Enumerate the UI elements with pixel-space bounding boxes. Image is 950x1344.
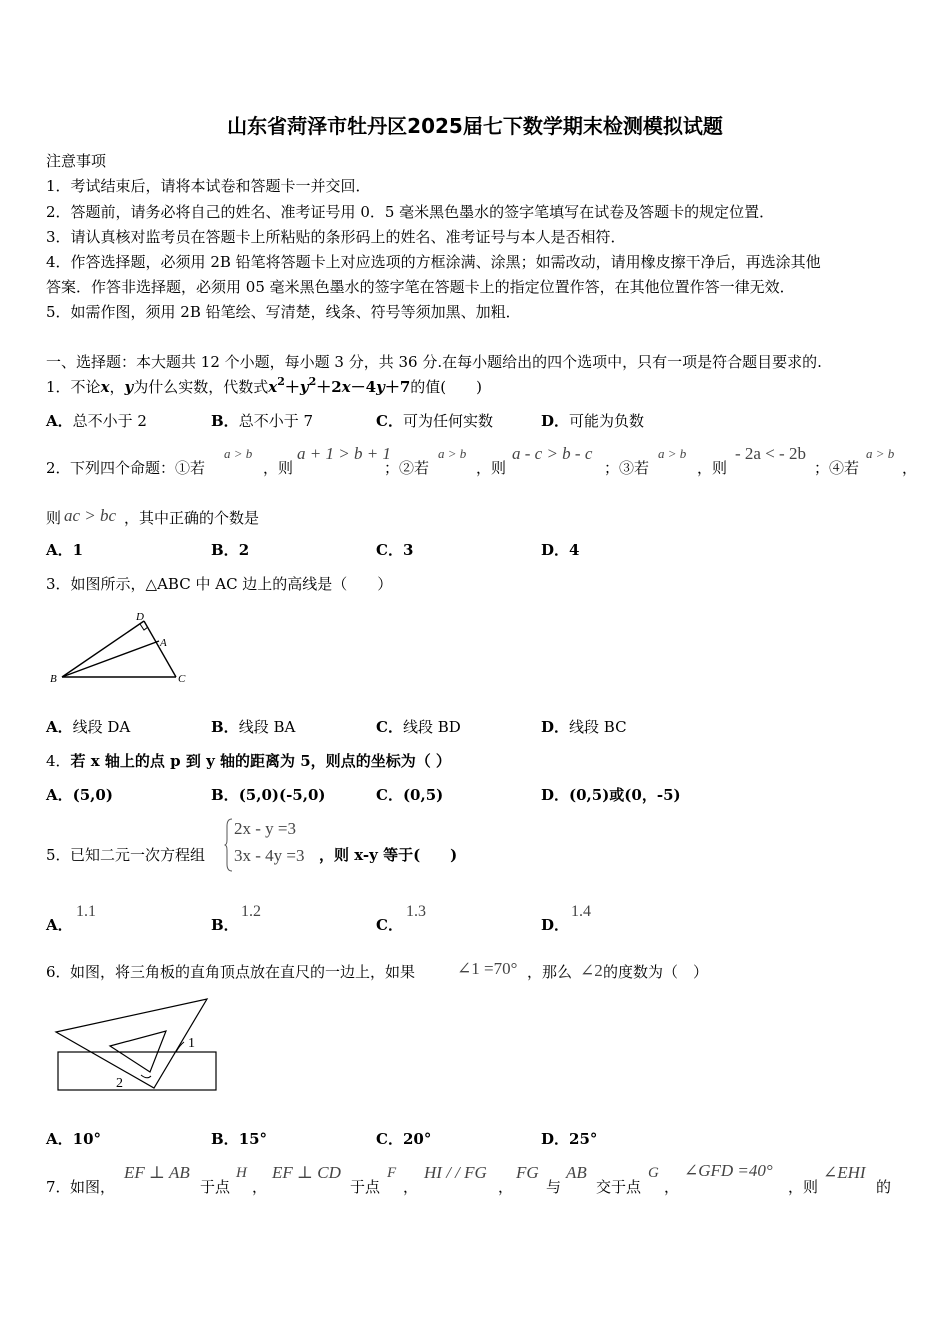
section-heading: 一、选择题：本大题共 12 个小题，每小题 3 分，共 36 分.在每小题给出的四个选项中，只有一项是符合题目要求的. — [46, 353, 822, 371]
option-b[interactable]: B．(5,0)(-5,0) — [211, 786, 326, 804]
question-6-num: 6． — [46, 963, 71, 981]
label-d: D — [136, 611, 144, 623]
option-b[interactable]: B．2 — [211, 541, 250, 559]
label-b: B — [50, 673, 57, 685]
option-d[interactable]: D．线段 BC — [541, 718, 627, 736]
math-expression: a > b — [866, 446, 895, 461]
question-text: ， — [498, 1178, 514, 1196]
ruler — [58, 1052, 216, 1090]
question-text: ，其中正确的个数是 — [124, 509, 260, 527]
notice-item: 答案．作答非选择题，必须用 05 毫米黑色墨水的签字笔在答题卡上的指定位置作答，在其他位置作答一律无效． — [46, 278, 795, 296]
option-c-value: 1.3 — [406, 903, 426, 920]
question-text: ， — [664, 1178, 680, 1196]
question-text: ；③若 — [604, 459, 650, 477]
option-c[interactable]: C．(0,5) — [376, 786, 444, 804]
triangle-figure — [44, 606, 204, 690]
math-expression: ∠1 =70° — [457, 959, 518, 978]
question-text: 的度数为（ ） — [603, 963, 709, 981]
math-expression: a - c > b - c — [512, 444, 593, 463]
question-5-text: 已知二元一次方程组 — [70, 846, 206, 864]
option-c[interactable]: C．线段 BD — [376, 718, 461, 736]
question-text: ， — [902, 459, 918, 477]
segment-ba — [62, 641, 159, 677]
math-expression: G — [648, 1165, 659, 1181]
question-text: 与 — [546, 1178, 562, 1196]
notice-item: 4．作答选择题，必须用 2B 铅笔将答题卡上对应选项的方框涂满、涂黑；如需改动，请用橡皮擦干净后，再选涂其他 — [46, 253, 821, 271]
ruler-triangle-figure — [50, 994, 220, 1094]
math-expression: ∠2 — [580, 961, 603, 980]
notice-item: 5．如需作图，须用 2B 铅笔绘、写清楚，线条、符号等须加黑、加粗． — [46, 303, 521, 321]
question-text: 交于点 — [596, 1178, 642, 1196]
math-expression: a > b — [224, 446, 253, 461]
option-a[interactable]: A． — [46, 916, 73, 934]
question-number: 1． — [46, 378, 71, 396]
equation-1: 2x - y =3 — [234, 819, 296, 838]
question-text: ，则 — [476, 459, 507, 477]
question-3: 3．如图所示，△ABC 中 AC 边上的高线是（ ） — [46, 575, 393, 593]
question-text: ，则 — [697, 459, 728, 477]
option-d-value: 1.4 — [571, 903, 591, 920]
question-text: 如图，将三角板的直角顶点放在直尺的一边上，如果 — [70, 963, 416, 981]
option-a[interactable]: A．1 — [46, 541, 84, 559]
question-4: 4．若 x 轴上的点 p 到 y 轴的距离为 5，则点的坐标为（ ） — [46, 752, 451, 770]
option-d[interactable]: D．25° — [541, 1130, 598, 1148]
segment-dc — [144, 621, 176, 677]
label-c: C — [178, 673, 186, 685]
angle-2-arc — [141, 1075, 151, 1078]
option-d[interactable]: D．可能为负数 — [541, 412, 645, 430]
notice-item: 1．考试结束后，请将本试卷和答题卡一并交回． — [46, 177, 371, 195]
math-expression: a > b — [658, 446, 687, 461]
question-text: ，则 — [263, 459, 294, 477]
notice-item: 2．答题前，请务必将自己的姓名、准考证号用 0．5 毫米黑色墨水的签字笔填写在试卷及答题卡的规定位置． — [46, 203, 775, 221]
option-c[interactable]: C．可为任何实数 — [376, 412, 493, 430]
option-a[interactable]: A．线段 DA — [46, 718, 131, 736]
option-d[interactable]: D． — [541, 916, 570, 934]
math-expression: F — [387, 1165, 397, 1181]
question-1: 1．不论x，y为什么实数，代数式$x^2+y^2+2x-4y+7$的值( ) — [46, 375, 482, 396]
math-expression: ∠GFD =40° — [684, 1161, 773, 1180]
question-text: 的 — [876, 1178, 892, 1196]
set-square-outer — [56, 999, 207, 1088]
question-7-num: 7． — [46, 1178, 71, 1196]
option-a-value: 1.1 — [76, 903, 96, 920]
math-expression: ∠EHI — [823, 1163, 866, 1182]
notice-item: 3．请认真核对监考员在答题卡上所粘贴的条形码上的姓名、准考证号与本人是否相符． — [46, 228, 626, 246]
option-c[interactable]: C． — [376, 916, 403, 934]
question-text: ，则 — [788, 1178, 819, 1196]
page-title: 山东省菏泽市牡丹区2025届七下数学期末检测模拟试题 — [227, 114, 723, 138]
notice-heading: 注意事项 — [46, 152, 107, 170]
label-a: A — [160, 637, 167, 649]
math-expression: HI / / FG — [424, 1163, 487, 1182]
math-expression: AB — [566, 1163, 587, 1182]
option-b[interactable]: B．总不小于 7 — [211, 412, 313, 430]
math-expression: ac > bc — [64, 506, 117, 525]
question-2-num: 2． — [46, 459, 71, 477]
question-text: ；②若 — [384, 459, 430, 477]
segment-bd — [62, 621, 144, 677]
question-5-num: 5． — [46, 846, 71, 864]
option-b[interactable]: B． — [211, 916, 239, 934]
question-2-text: 下列四个命题：①若 — [70, 459, 206, 477]
question-text: 于点 — [200, 1178, 231, 1196]
math-expression: H — [236, 1165, 247, 1181]
brace-icon — [224, 818, 234, 872]
question-text: ， — [252, 1178, 268, 1196]
math-expression: FG — [516, 1163, 539, 1182]
label-angle-1: 1 — [188, 1036, 195, 1051]
question-text: ，那么 — [527, 963, 573, 981]
option-c[interactable]: C．20° — [376, 1130, 432, 1148]
option-b[interactable]: B．线段 BA — [211, 718, 296, 736]
option-d[interactable]: D．4 — [541, 541, 580, 559]
math-expression: EF ⊥ CD — [272, 1163, 341, 1182]
option-b[interactable]: B．15° — [211, 1130, 268, 1148]
question-text: ；④若 — [814, 459, 860, 477]
question-text: 则 — [46, 509, 62, 527]
math-expression: EF ⊥ AB — [124, 1163, 190, 1182]
question-text: 如图， — [70, 1178, 116, 1196]
option-a[interactable]: A．(5,0) — [46, 786, 113, 804]
option-a[interactable]: A．10° — [46, 1130, 102, 1148]
label-angle-2: 2 — [116, 1076, 123, 1091]
math-expression: a > b — [438, 446, 467, 461]
option-a[interactable]: A．总不小于 2 — [46, 412, 147, 430]
question-text: ，则 x-y 等于( ) — [319, 846, 458, 864]
option-d[interactable]: D．(0,5)或(0，-5) — [541, 786, 681, 804]
option-b-value: 1.2 — [241, 903, 261, 920]
math-expression: a + 1 > b + 1 — [297, 444, 391, 463]
question-text: ， — [403, 1178, 419, 1196]
equation-2: 3x - 4y =3 — [234, 846, 305, 865]
question-text: 于点 — [350, 1178, 381, 1196]
math-expression: - 2a < - 2b — [735, 444, 806, 463]
option-c[interactable]: C．3 — [376, 541, 414, 559]
